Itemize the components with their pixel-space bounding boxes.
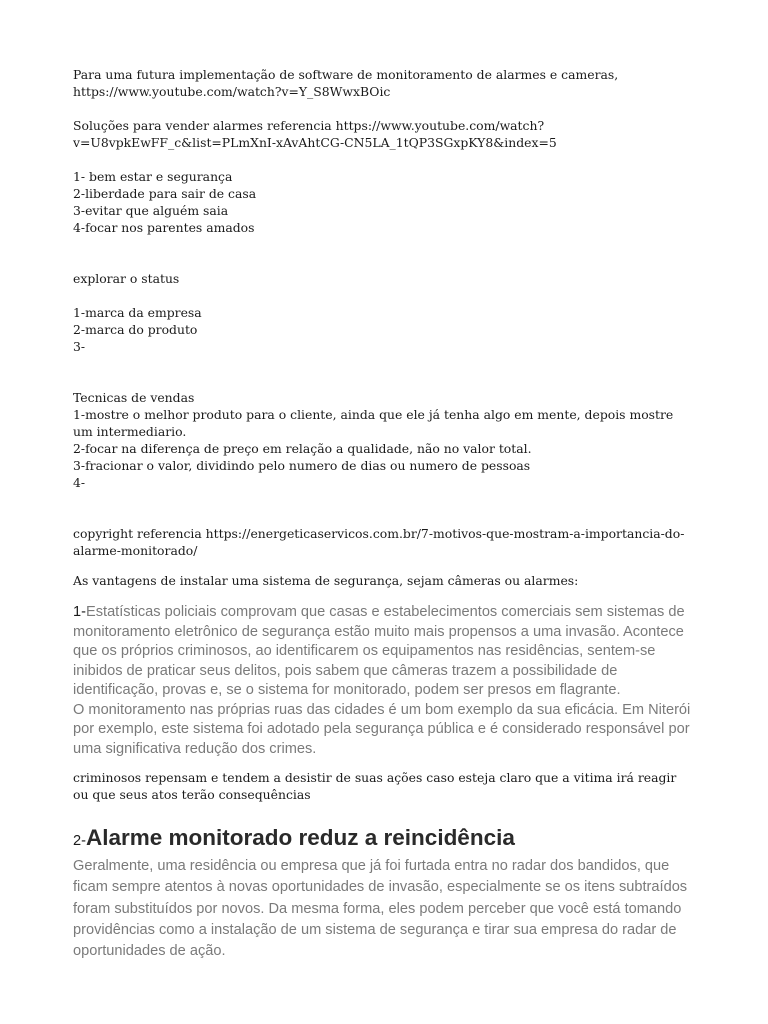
intro-paragraph xyxy=(73,66,693,100)
point-2-text: Geralmente, uma residência ou empresa que já foi furtada entra no radar dos bandidos, que ficam sempre atentos à novas oportunidades de invasão, especialmente se os itens subtraídos foram substituídos por novos. Da mesma forma, eles podem perceber que você está tomando providências como a instalação de um sistema de segurança e tirar sua empresa do radar de oportunidades de ação. xyxy=(73,858,688,960)
point-1 xyxy=(73,603,693,759)
solucoes-line: Soluções para vender alarmes referencia https://www.youtube.com/watch? xyxy=(73,118,545,133)
point-1-text2: O monitoramento nas próprias ruas das cidades é um bom exemplo da sua eficácia. Em Niterói por exemplo, este sistema foi adotado pela segurança pública e é considerado responsável por uma significativa redução dos crimes. xyxy=(73,701,691,757)
list-item: 2-marca do produto xyxy=(73,322,198,337)
list-item: 2-liberdade para sair de casa xyxy=(73,186,257,201)
copyright-url: alarme-monitorado/ xyxy=(73,543,198,558)
solucoes-paragraph xyxy=(73,117,693,151)
copyright-line: copyright referencia https://energeticaservicos.com.br/7-motivos-que-mostram-a-importancia-do- xyxy=(73,526,685,541)
list-item: 3-evitar que alguém saia xyxy=(73,203,229,218)
note-paragraph xyxy=(73,769,693,803)
intro-url: https://www.youtube.com/watch?v=Y_S8WwxBOic xyxy=(73,84,391,99)
list-item: 3- xyxy=(73,339,86,354)
note-text: criminosos repensam e tendem a desistir de suas ações caso esteja claro que a vitima irá reagir ou que seus atos terão consequências xyxy=(73,770,677,802)
list-item: 4-focar nos parentes amados xyxy=(73,220,255,235)
vantagens-title-text: As vantagens de instalar uma sistema de segurança, sejam câmeras ou alarmes: xyxy=(73,573,579,588)
point-2 xyxy=(73,856,693,962)
benefits-list xyxy=(73,168,693,236)
status-section xyxy=(73,270,693,355)
list-item: 1-marca da empresa xyxy=(73,305,202,320)
intro-line: Para uma futura implementação de software de monitoramento de alarmes e cameras, xyxy=(73,67,619,82)
point-1-number: 1- xyxy=(73,604,86,620)
list-item: 2-focar na diferença de preço em relação a qualidade, não no valor total. xyxy=(73,441,532,456)
point-2-title: Alarme monitorado reduz a reincidência xyxy=(85,825,515,850)
list-item: 4- xyxy=(73,475,86,490)
vendas-title: Tecnicas de vendas xyxy=(73,390,195,405)
list-item: 1-mostre o melhor produto para o cliente, ainda que ele já tenha algo em mente, depois mostre um intermediario. xyxy=(73,407,674,439)
vantagens-title xyxy=(73,572,693,589)
point-2-heading xyxy=(73,823,693,856)
status-title: explorar o status xyxy=(73,271,180,286)
list-item: 1- bem estar e segurança xyxy=(73,169,233,184)
point-2-number: 2- xyxy=(73,833,86,849)
vendas-section xyxy=(73,389,693,491)
point-1-text: Estatísticas policiais comprovam que casas e estabelecimentos comerciais sem sistemas de monitoramento eletrônico de segurança estão muito mais propensos a uma invasão. Acontece que os próprios criminosos, ao identificarem os equipamentos nas residências, sentem-se inibidos de praticar seus delitos, pois sabem que câmeras trazem a possibilidade de identificação, provas e, se o sistema for monitorado, podem ser presos em flagrante. xyxy=(73,604,685,698)
document-page xyxy=(73,66,693,962)
solucoes-url: v=U8vpkEwFF_c&list=PLmXnI-xAvAhtCG-CN5LA_1tQP3SGxpKY8&index=5 xyxy=(73,135,557,150)
copyright-paragraph xyxy=(73,525,693,559)
list-item: 3-fracionar o valor, dividindo pelo numero de dias ou numero de pessoas xyxy=(73,458,531,473)
